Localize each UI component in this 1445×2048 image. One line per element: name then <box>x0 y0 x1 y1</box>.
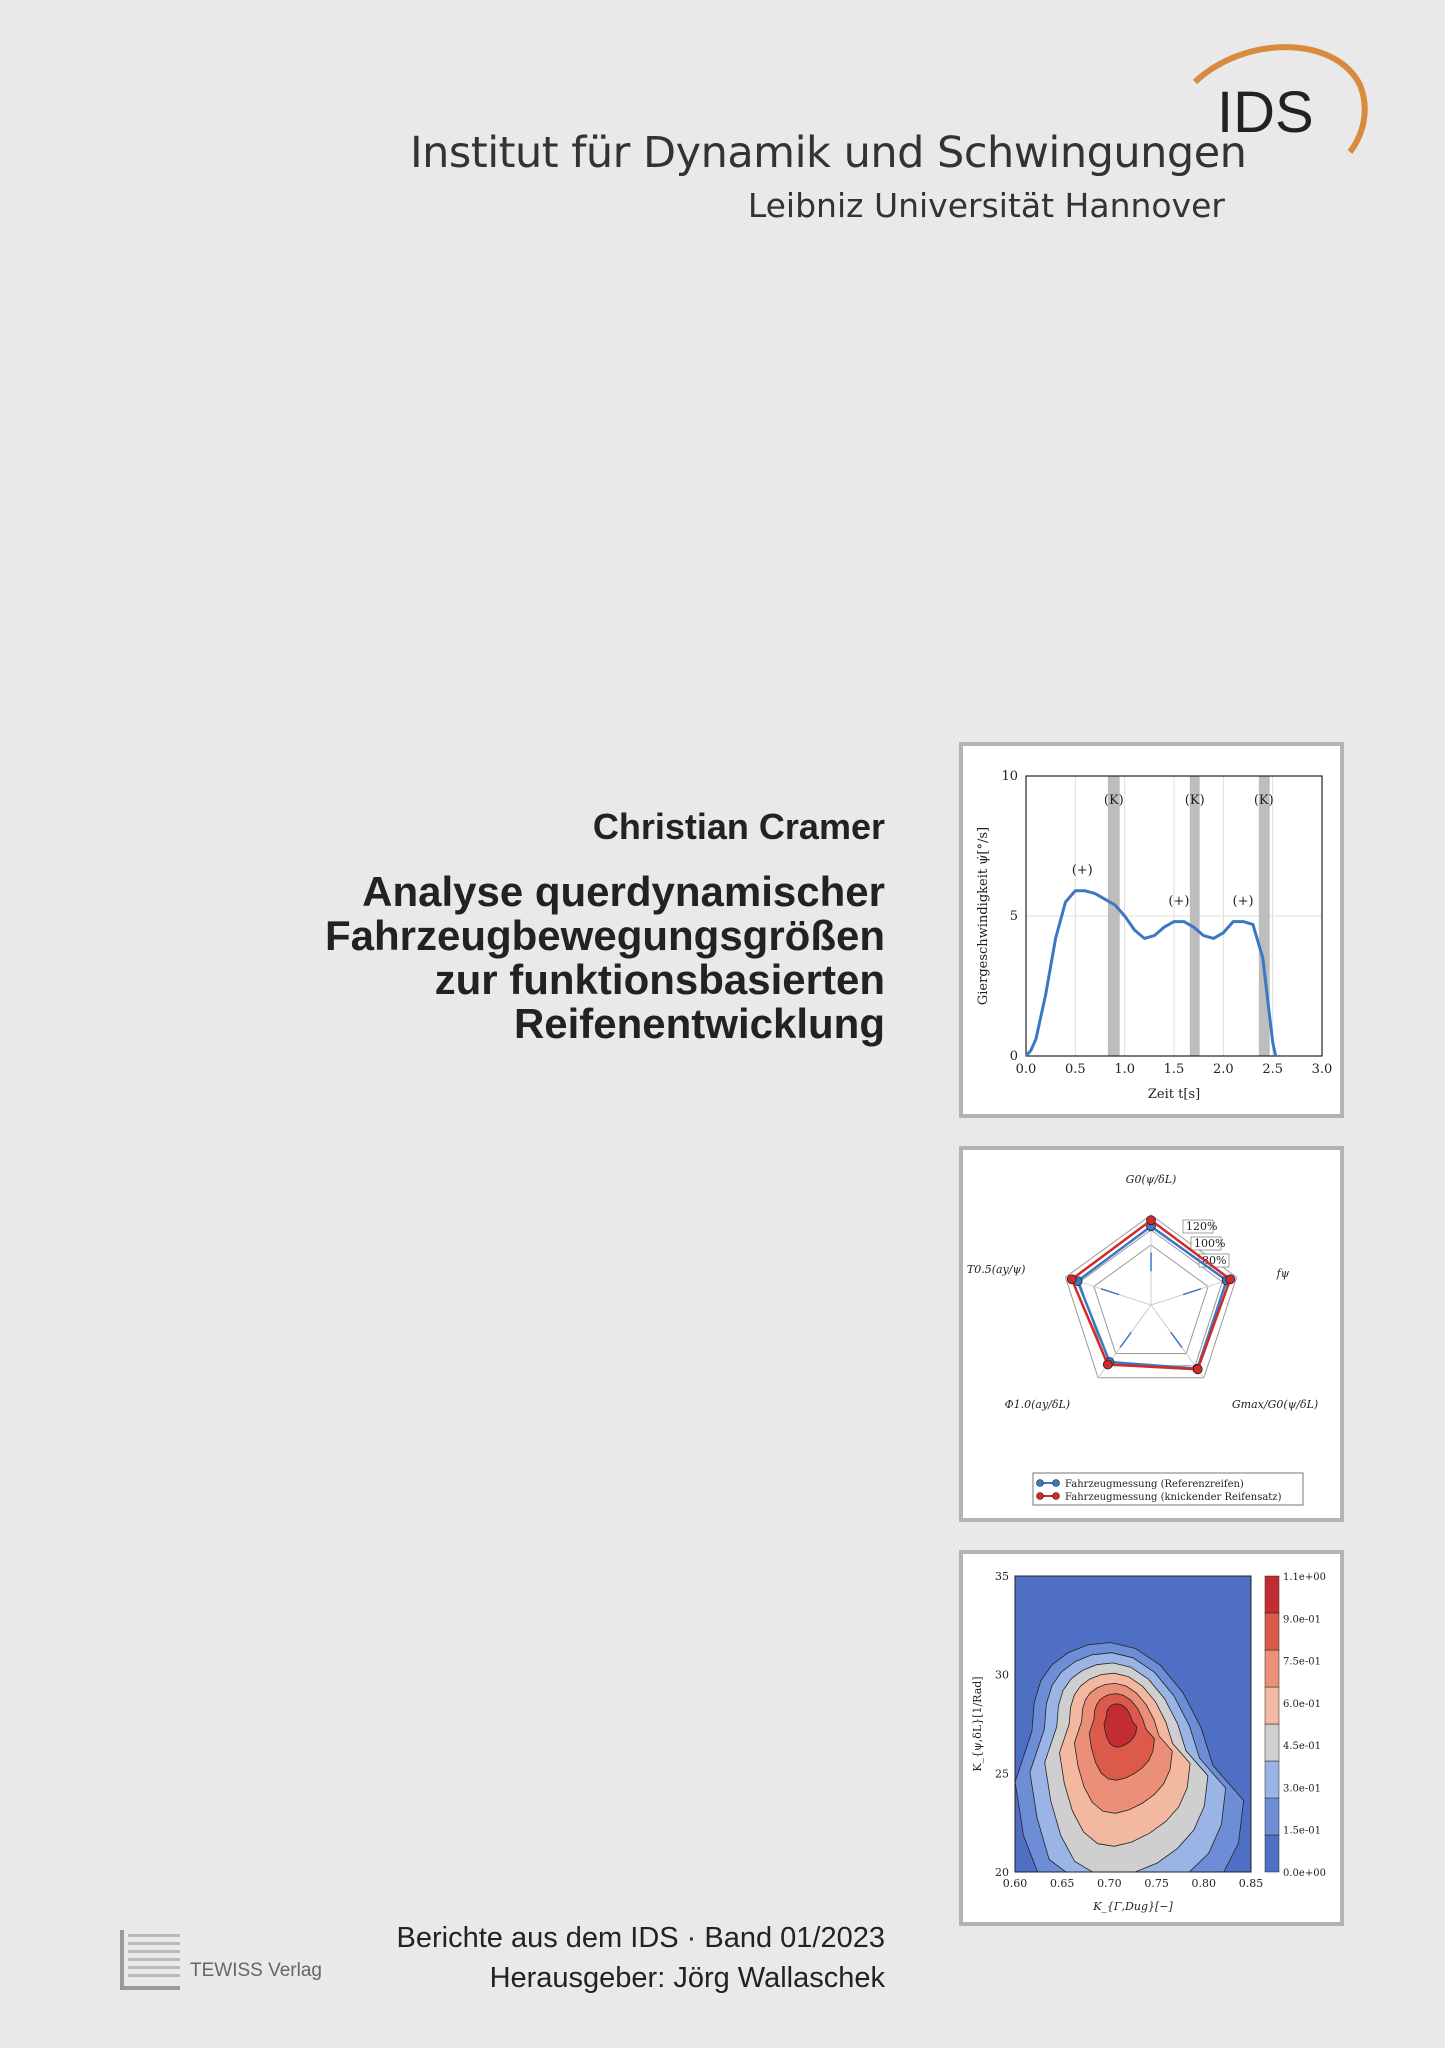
legend-marker <box>1053 1480 1060 1487</box>
y-tick-label: 10 <box>1001 769 1018 784</box>
x-tick-label: 0.85 <box>1238 1877 1264 1890</box>
x-tick-label: 3.0 <box>1311 1062 1333 1077</box>
x-tick-label: 2.0 <box>1212 1062 1234 1077</box>
colorbar-segment <box>1265 1835 1279 1872</box>
figure-contour-plot <box>959 1550 1344 1926</box>
book-title <box>200 870 885 1046</box>
legend-marker <box>1037 1480 1044 1487</box>
radar-arrow <box>1101 1289 1119 1295</box>
title-line: zur funktionsbasierten <box>434 956 885 1003</box>
contour-plot <box>963 1554 1340 1922</box>
editor-info: Herausgeber: Jörg Wallaschek <box>489 1962 885 1994</box>
title-line: Reifenentwicklung <box>513 1000 885 1047</box>
colorbar-segment <box>1265 1761 1279 1798</box>
radar-point <box>1103 1360 1112 1369</box>
colorbar-label: 0.0e+00 <box>1283 1868 1326 1879</box>
institute-name: Institut für Dynamik und Schwingungen <box>410 128 1247 178</box>
author-name: Christian Cramer <box>592 806 885 847</box>
colorbar-label: 3.0e-01 <box>1283 1783 1321 1795</box>
x-tick-label: 2.5 <box>1262 1062 1284 1077</box>
radar-arrow <box>1171 1332 1182 1347</box>
annotation-label: (+) <box>1232 893 1254 909</box>
radar-axis-label: Gmax/G0(ψ/δL) <box>1231 1397 1319 1411</box>
y-tick-label: 0 <box>1009 1049 1018 1064</box>
radar-point <box>1147 1216 1156 1225</box>
y-tick-label: 5 <box>1009 909 1018 924</box>
title-line: Fahrzeugbewegungsgrößen <box>324 912 885 959</box>
y-tick-label: 20 <box>995 1866 1009 1879</box>
x-axis-label: K_{Γ,Dug}[−] <box>1093 1900 1173 1913</box>
radar-axis-label: Φ1.0(ay/δL) <box>1004 1397 1071 1411</box>
legend-marker <box>1053 1493 1060 1500</box>
colorbar-segment <box>1265 1687 1279 1724</box>
x-tick-label: 0.75 <box>1144 1877 1169 1890</box>
publisher-name: TEWISS Verlag <box>190 1960 322 1981</box>
colorbar-segment <box>1265 1650 1279 1687</box>
annotation-label: (K) <box>1184 793 1205 808</box>
radar-arrow <box>1120 1332 1131 1347</box>
title-line: Analyse querdynamischer <box>362 868 885 915</box>
annotation-label: (K) <box>1253 793 1274 808</box>
y-tick-label: 25 <box>995 1767 1009 1781</box>
colorbar-label: 6.0e-01 <box>1283 1698 1321 1710</box>
ring-label: 100% <box>1194 1237 1226 1250</box>
radar-axis-label: T0.5(ay/ψ) <box>966 1263 1026 1277</box>
figure-line-chart <box>959 742 1344 1118</box>
shaded-interval <box>1108 776 1120 1056</box>
y-axis-label: K_{ψ,δL}[1/Rad] <box>971 1676 984 1772</box>
x-axis-label: Zeit t[s] <box>1147 1087 1201 1102</box>
radar-point <box>1067 1275 1076 1284</box>
y-tick-label: 30 <box>995 1668 1009 1682</box>
university-name: Leibniz Universität Hannover <box>747 186 1225 225</box>
colorbar-segment <box>1265 1613 1279 1650</box>
colorbar-label: 4.5e-01 <box>1283 1741 1321 1753</box>
y-axis-label: Giergeschwindigkeit ψ̇[°/s] <box>976 826 991 1006</box>
radar-point <box>1226 1275 1235 1284</box>
colorbar-label: 1.1e+00 <box>1283 1572 1326 1583</box>
line-chart <box>963 746 1340 1114</box>
radar-arrow <box>1183 1289 1201 1295</box>
figure-radar-chart <box>959 1146 1344 1522</box>
annotation-label: (+) <box>1071 863 1093 878</box>
x-tick-label: 1.5 <box>1163 1062 1185 1077</box>
annotation-label: (+) <box>1168 893 1190 909</box>
x-tick-label: 0.65 <box>1049 1877 1075 1890</box>
shaded-interval <box>1190 776 1200 1056</box>
series-info: Berichte aus dem IDS · Band 01/2023 <box>396 1922 885 1954</box>
radar-chart <box>963 1150 1340 1518</box>
ring-label: 80% <box>1202 1254 1227 1267</box>
radar-point <box>1193 1365 1202 1374</box>
radar-axis-label: G0(ψ/δL) <box>1125 1173 1177 1186</box>
x-tick-label: 1.0 <box>1114 1062 1136 1077</box>
logo-text: IDS <box>1217 80 1314 145</box>
colorbar-segment <box>1265 1724 1279 1761</box>
x-tick-label: 0.60 <box>1002 1877 1028 1890</box>
colorbar-segment <box>1265 1798 1279 1835</box>
x-tick-label: 0.5 <box>1064 1062 1086 1077</box>
y-tick-label: 35 <box>995 1570 1009 1583</box>
colorbar-label: 7.5e-01 <box>1283 1656 1321 1668</box>
x-tick-label: 0.80 <box>1191 1877 1217 1890</box>
colorbar-segment <box>1265 1576 1279 1613</box>
colorbar-label: 9.0e-01 <box>1283 1614 1321 1626</box>
x-tick-label: 0.70 <box>1097 1877 1122 1890</box>
ring-label: 120% <box>1186 1220 1218 1233</box>
legend-label: Fahrzeugmessung (Referenzreifen) <box>1065 1479 1244 1490</box>
x-tick-label: 0.0 <box>1015 1062 1037 1077</box>
annotation-label: (K) <box>1103 793 1124 808</box>
colorbar-label: 1.5e-01 <box>1283 1825 1321 1837</box>
radar-axis-label: fψ <box>1276 1267 1290 1281</box>
legend-label: Fahrzeugmessung (knickender Reifensatz) <box>1065 1492 1282 1503</box>
legend-marker <box>1037 1493 1044 1500</box>
